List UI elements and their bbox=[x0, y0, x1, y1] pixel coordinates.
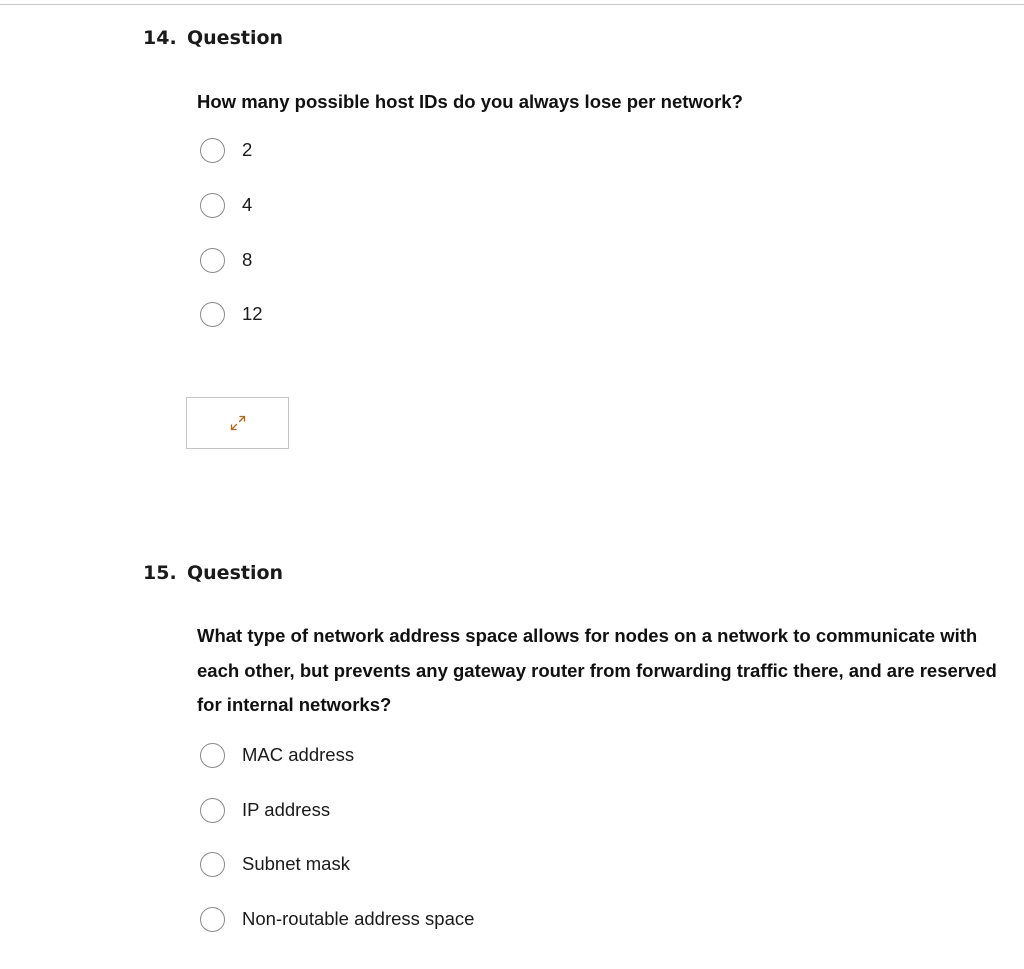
expand-button[interactable] bbox=[186, 397, 289, 449]
radio-button[interactable] bbox=[200, 798, 225, 823]
question-number: 15. bbox=[143, 562, 177, 584]
answer-option-label: 8 bbox=[242, 249, 253, 270]
question-heading: Question bbox=[187, 27, 284, 49]
answer-option-label: IP address bbox=[242, 799, 331, 820]
expand-arrows-icon bbox=[226, 411, 250, 435]
radio-button[interactable] bbox=[200, 248, 225, 273]
answer-option-label: 2 bbox=[242, 139, 253, 160]
radio-button[interactable] bbox=[200, 138, 225, 163]
radio-button[interactable] bbox=[200, 907, 225, 932]
answer-option[interactable] bbox=[200, 904, 474, 934]
question-heading: Question bbox=[187, 562, 284, 584]
question-prompt: What type of network address space allows for nodes on a network to communicate with each other, but prevents any gateway router from forwarding traffic there, and are reserved for internal networks? bbox=[197, 625, 997, 715]
question-number: 14. bbox=[143, 27, 177, 49]
answer-option-label: Subnet mask bbox=[242, 853, 350, 874]
answer-option-label: 4 bbox=[242, 194, 253, 215]
radio-button[interactable] bbox=[200, 193, 225, 218]
answer-option[interactable] bbox=[200, 190, 252, 220]
answer-option-label: MAC address bbox=[242, 744, 355, 765]
question-header bbox=[143, 562, 283, 584]
radio-button[interactable] bbox=[200, 302, 225, 327]
answer-option[interactable] bbox=[200, 849, 350, 879]
question-prompt: How many possible host IDs do you always lose per network? bbox=[197, 91, 743, 112]
top-divider bbox=[0, 4, 1024, 5]
answer-option-label: Non-routable address space bbox=[242, 908, 475, 929]
radio-button[interactable] bbox=[200, 852, 225, 877]
radio-button[interactable] bbox=[200, 743, 225, 768]
answer-option[interactable] bbox=[200, 740, 354, 770]
answer-option[interactable] bbox=[200, 135, 252, 165]
question-header bbox=[143, 27, 283, 49]
answer-option-label: 12 bbox=[242, 303, 263, 324]
answer-option[interactable] bbox=[200, 245, 252, 275]
answer-option[interactable] bbox=[200, 299, 263, 329]
answer-option[interactable] bbox=[200, 795, 330, 825]
